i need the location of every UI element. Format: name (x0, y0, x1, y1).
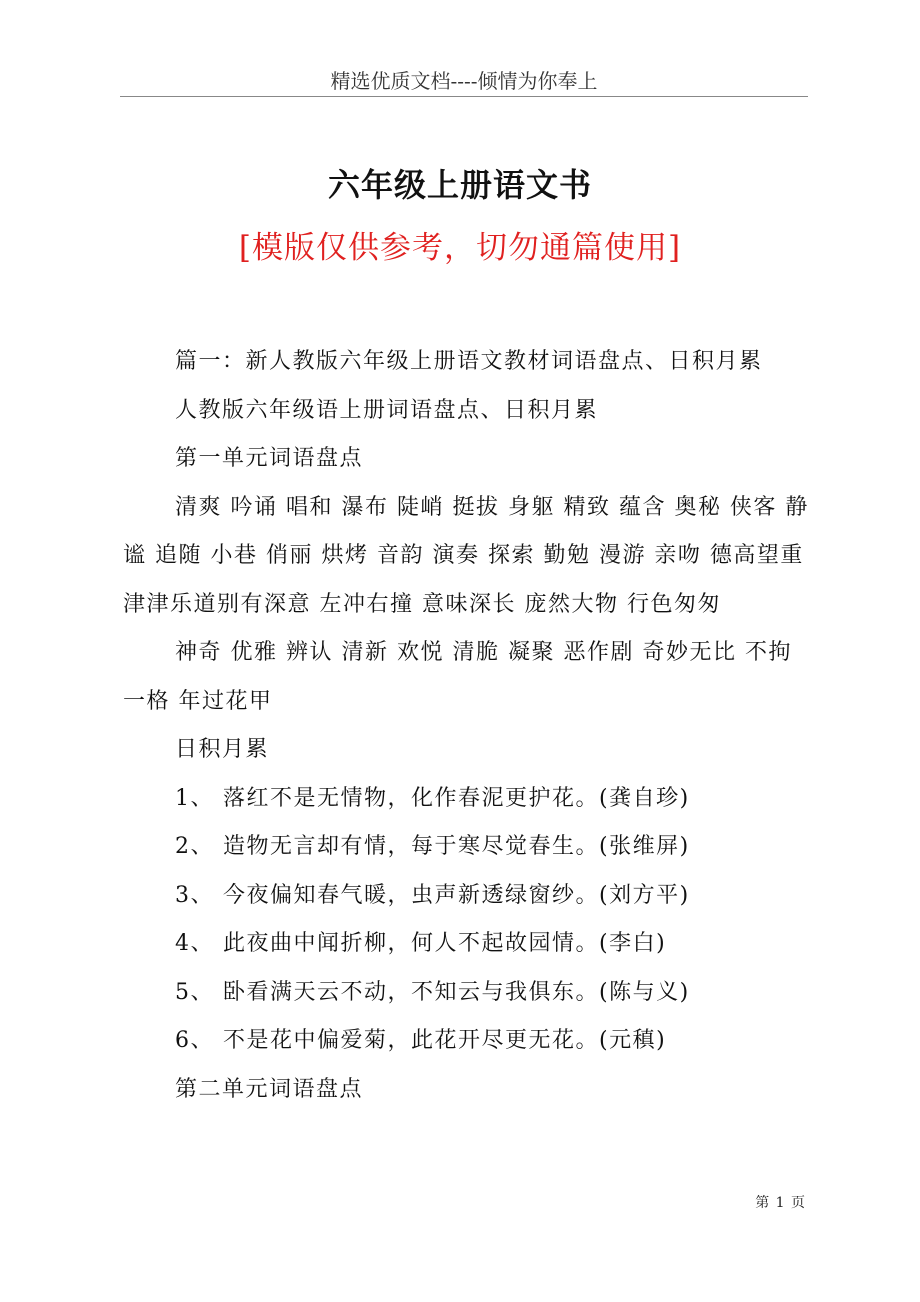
page-number: 第 1 页 (755, 1195, 805, 1211)
paragraph-subheading: 人教版六年级语上册词语盘点、日积月累 (175, 397, 599, 423)
list-item-text: 不是花中偏爱菊，此花开尽更无花。(元稹) (223, 1028, 667, 1053)
list-item (123, 872, 813, 921)
paragraph-daily-accumulation: 日积月累 (175, 737, 270, 762)
list-item (123, 969, 813, 1018)
paragraph-unit1-heading: 第一单元词语盘点 (175, 446, 364, 471)
list-item-text: 造物无言却有情，每于寒尽觉春生。(张维屏) (223, 834, 690, 859)
list-item (123, 920, 813, 969)
paragraph-unit2-heading: 第二单元词语盘点 (175, 1076, 364, 1102)
list-item (123, 775, 813, 824)
page-header: 精选优质文档----倾情为你奉上 (120, 66, 808, 97)
paragraph-unit1-words-2: 神奇 优雅 辨认 清新 欢悦 清脆 凝聚 恶作剧 奇妙无比 不拘一格 年过花甲 (123, 640, 792, 714)
list-item-number: 5、 (175, 979, 214, 1005)
list-item-text: 今夜偏知春气暖，虫声新透绿窗纱。(刘方平) (223, 882, 690, 908)
document-title: 六年级上册语文书 (327, 166, 592, 204)
document-body (123, 338, 813, 1114)
list-item-number: 3、 (175, 882, 214, 908)
list-item-number: 1、 (175, 785, 214, 811)
template-notice: [模版仅供参考，切勿通篇使用] (238, 230, 682, 266)
list-item-number: 4、 (175, 931, 214, 956)
list-item-number: 6、 (175, 1028, 214, 1053)
list-item (123, 1017, 813, 1066)
list-item-text: 卧看满天云不动，不知云与我俱东。(陈与义) (223, 979, 690, 1005)
paragraph-unit1-words: 清爽 吟诵 唱和 瀑布 陡峭 挺拔 身躯 精致 蕴含 奥秘 侠客 静谧 追随 小巷 俏丽 烘烤 音韵 演奏 探索 勤勉 漫游 亲吻 德高望重 津津乐道别有深意 左冲右撞 意味深长 庞然大物 行色匆匆 (123, 494, 809, 617)
list-item (123, 823, 813, 872)
paragraph-chapter-heading: 篇一：新人教版六年级上册语文教材词语盘点、日积月累 (175, 349, 763, 374)
list-item-text: 落红不是无情物，化作春泥更护花。(龚自珍) (223, 785, 690, 811)
list-item-text: 此夜曲中闻折柳，何人不起故园情。(李白) (223, 931, 667, 956)
list-item-number: 2、 (175, 834, 214, 859)
